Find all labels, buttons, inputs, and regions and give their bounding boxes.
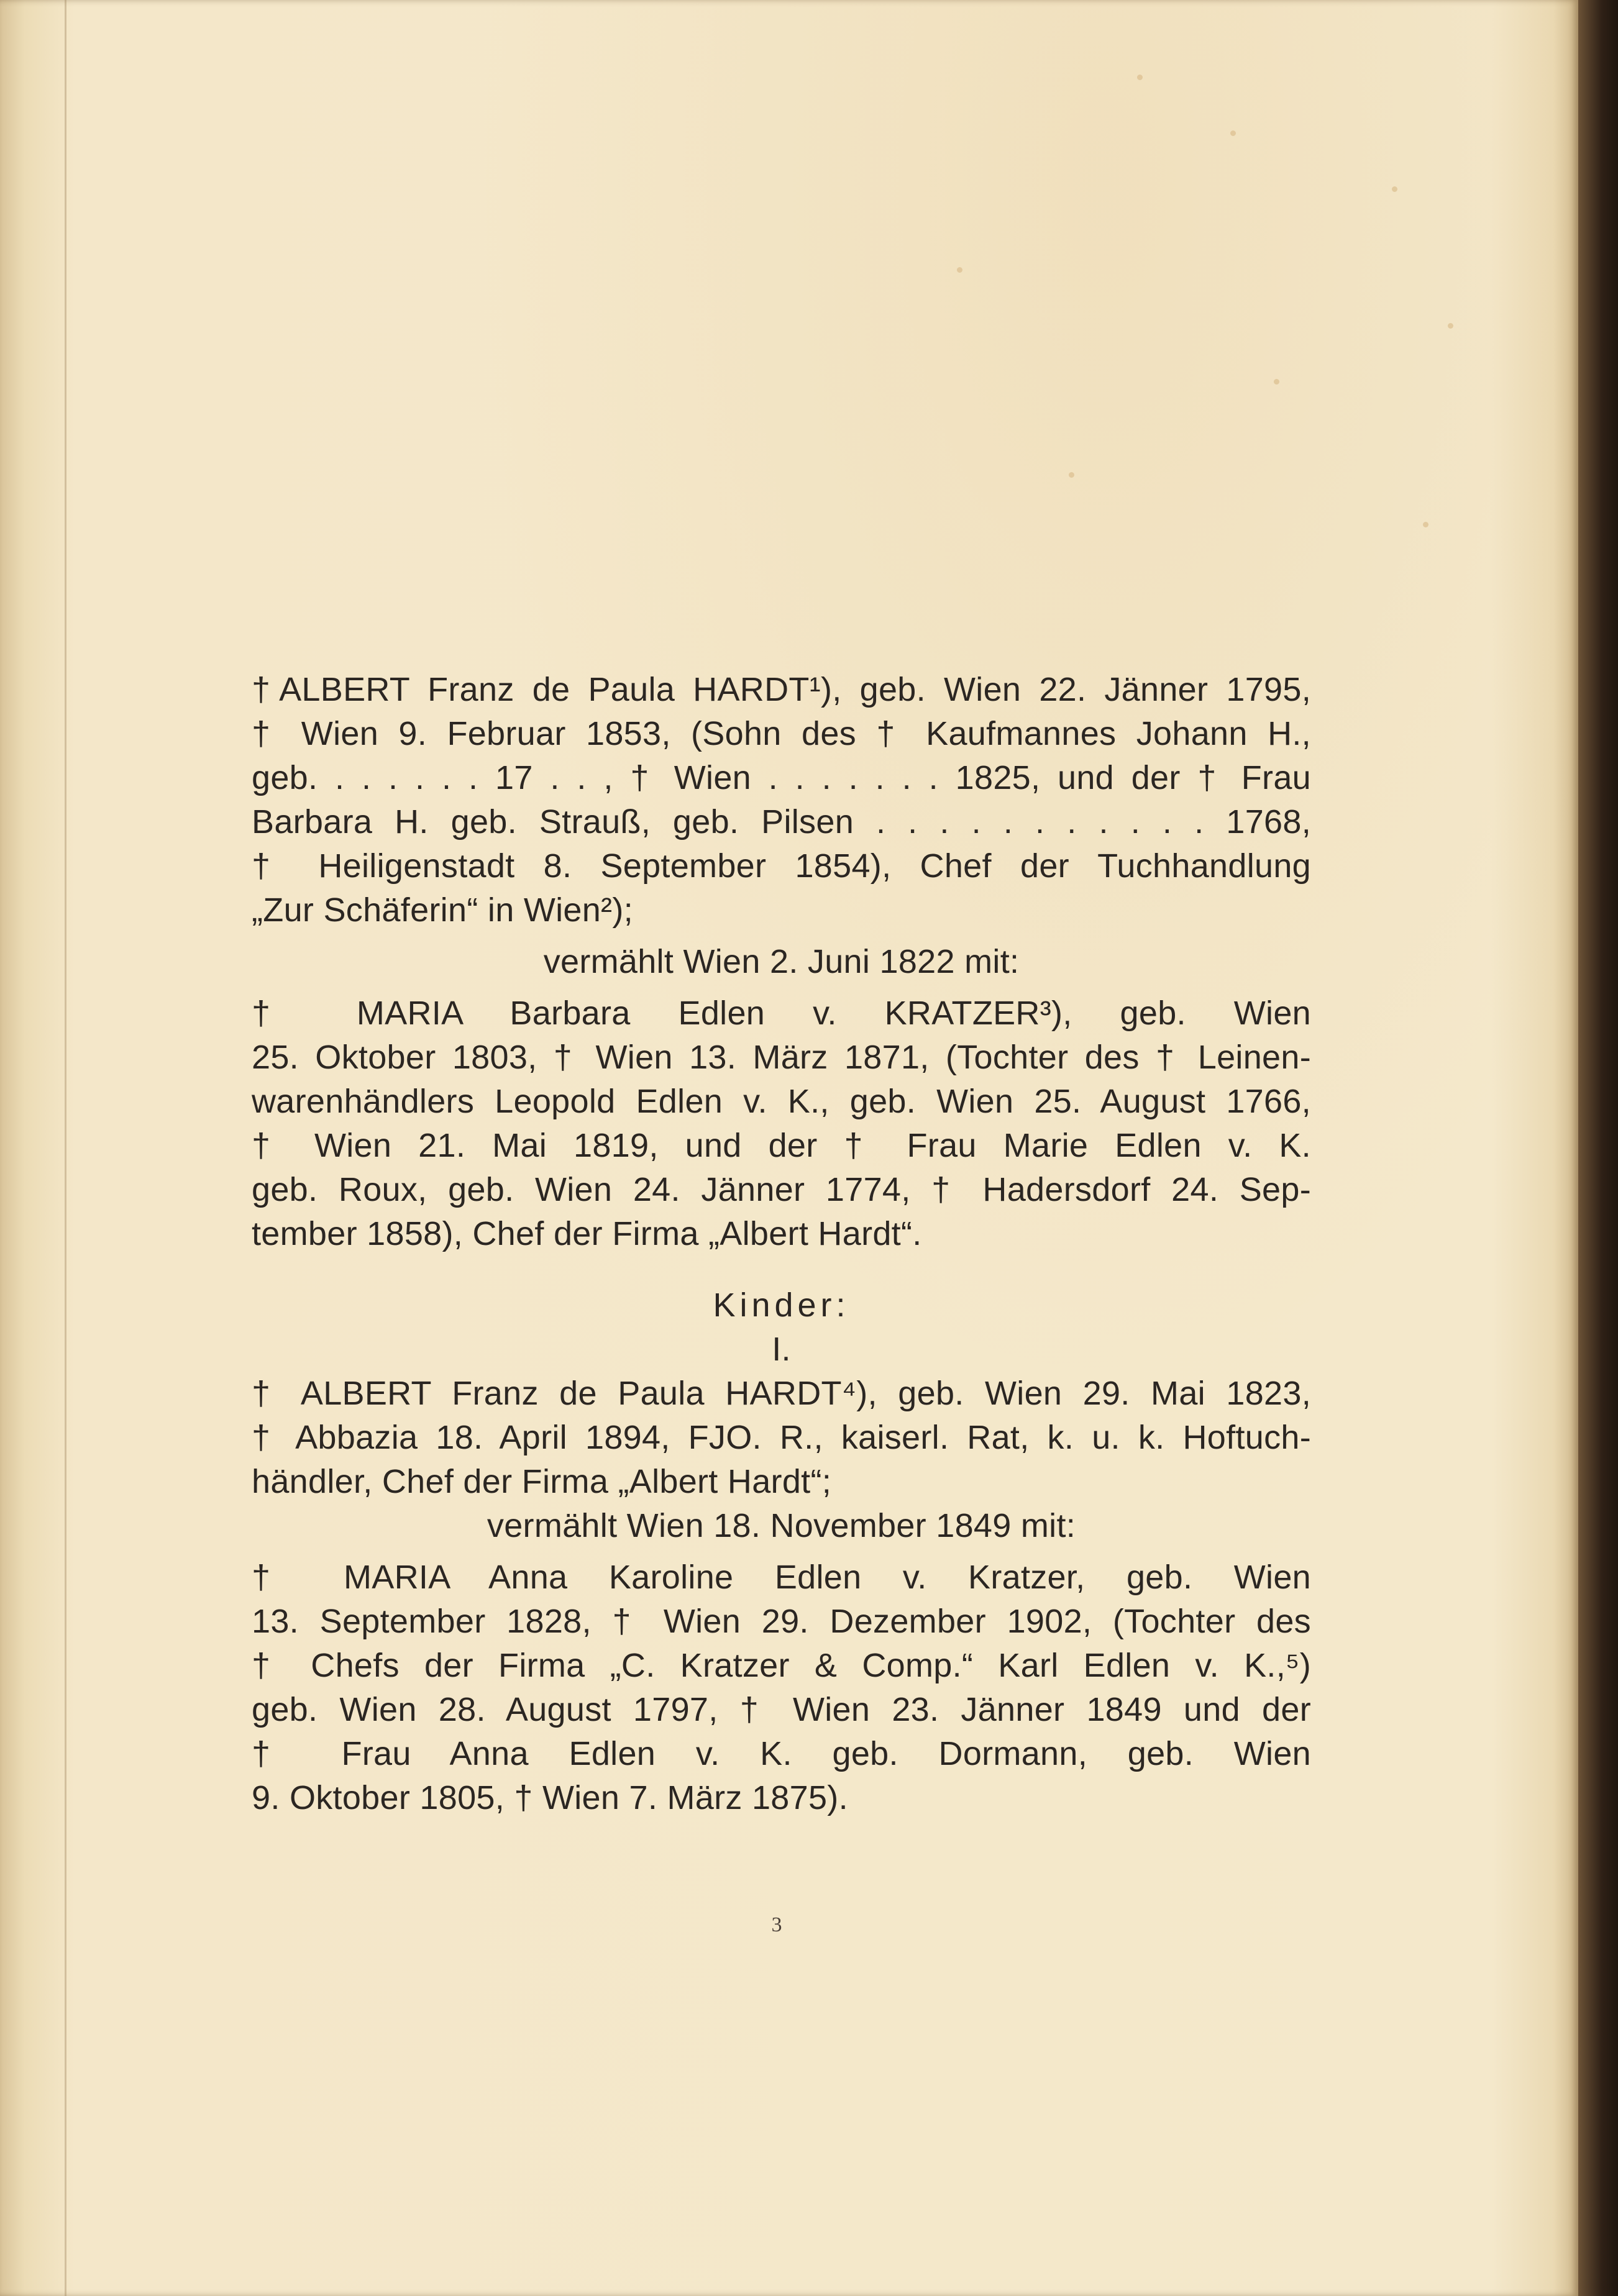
text-line: † Wien 21. Mai 1819, und der † Frau Marie Edlen v. K.: [252, 1127, 1311, 1164]
paper-speck: [957, 267, 962, 273]
text-line: † MARIA Barbara Edlen v. KRATZER³), geb. Wien: [252, 995, 1311, 1032]
paper-speck: [1448, 323, 1453, 329]
text-line: geb. Wien 28. August 1797, † Wien 23. Jänner 1849 und der: [252, 1691, 1311, 1728]
paper-speck: [1274, 379, 1279, 385]
text-line: †ALBERT Franz de Paula HARDT¹), geb. Wien 22. Jänner 1795,: [252, 671, 1311, 708]
text-line: geb. . . . . . . 17 . . , † Wien . . . . . . . 1825, und der † Frau: [252, 759, 1311, 796]
page-number: 3: [771, 1913, 782, 1936]
paper-speck: [1230, 130, 1236, 136]
roman-numeral-heading: I.: [772, 1331, 791, 1368]
text-line: † Wien 9. Februar 1853, (Sohn des † Kaufmannes Johann H.,: [252, 715, 1311, 752]
text-line: † Frau Anna Edlen v. K. geb. Dormann, geb. Wien: [252, 1735, 1311, 1772]
spine-crease: [65, 0, 66, 2296]
book-edge-shadow: [1578, 0, 1618, 2296]
paragraph-maria-barbara: [252, 991, 1311, 1256]
paper-speck: [1069, 472, 1074, 478]
paper-speck: [1137, 75, 1143, 80]
text-line: tember 1858), Chef der Firma „Albert Hardt“.: [252, 1215, 922, 1252]
text-line: † Heiligenstadt 8. September 1854), Chef der Tuchhandlung: [252, 847, 1311, 885]
text-line: † Abbazia 18. April 1894, FJO. R., kaiserl. Rat, k. u. k. Hoftuch-: [252, 1419, 1311, 1456]
text-line: 13. September 1828, † Wien 29. Dezember 1902, (Tochter des: [252, 1603, 1311, 1640]
marriage-line-1822: vermählt Wien 2. Juni 1822 mit:: [543, 943, 1020, 980]
text-line: 25. Oktober 1803, † Wien 13. März 1871, (Tochter des † Leinen-: [252, 1039, 1311, 1076]
text-line: händler, Chef der Firma „Albert Hardt“;: [252, 1463, 832, 1500]
paper-speck: [1392, 186, 1397, 192]
paragraph-maria-anna: [252, 1556, 1311, 1820]
text-line: 9. Oktober 1805, † Wien 7. März 1875).: [252, 1779, 848, 1816]
paper-speck: [1423, 522, 1428, 527]
paragraph-albert-senior: [252, 668, 1311, 932]
text-line: † Chefs der Firma „C. Kratzer & Comp.“ Karl Edlen v. K.,⁵): [252, 1647, 1311, 1684]
marriage-line-1849: vermählt Wien 18. November 1849 mit:: [487, 1507, 1076, 1544]
document-body: [252, 668, 1311, 1820]
text-line: geb. Roux, geb. Wien 24. Jänner 1774, † Hadersdorf 24. Sep-: [252, 1171, 1311, 1208]
text-line: warenhändlers Leopold Edlen v. K., geb. Wien 25. August 1766,: [252, 1083, 1311, 1120]
text-line: Barbara H. geb. Strauß, geb. Pilsen . . . . . . . . . . . 1768,: [252, 803, 1311, 840]
paragraph-albert-junior: [252, 1372, 1311, 1504]
text-line: † MARIA Anna Karoline Edlen v. Kratzer, geb. Wien: [252, 1559, 1311, 1596]
text-line: † ALBERT Franz de Paula HARDT⁴), geb. Wien 29. Mai 1823,: [252, 1375, 1311, 1412]
children-heading: Kinder:: [713, 1287, 850, 1324]
text-line: „Zur Schäferin“ in Wien²);: [252, 891, 633, 929]
